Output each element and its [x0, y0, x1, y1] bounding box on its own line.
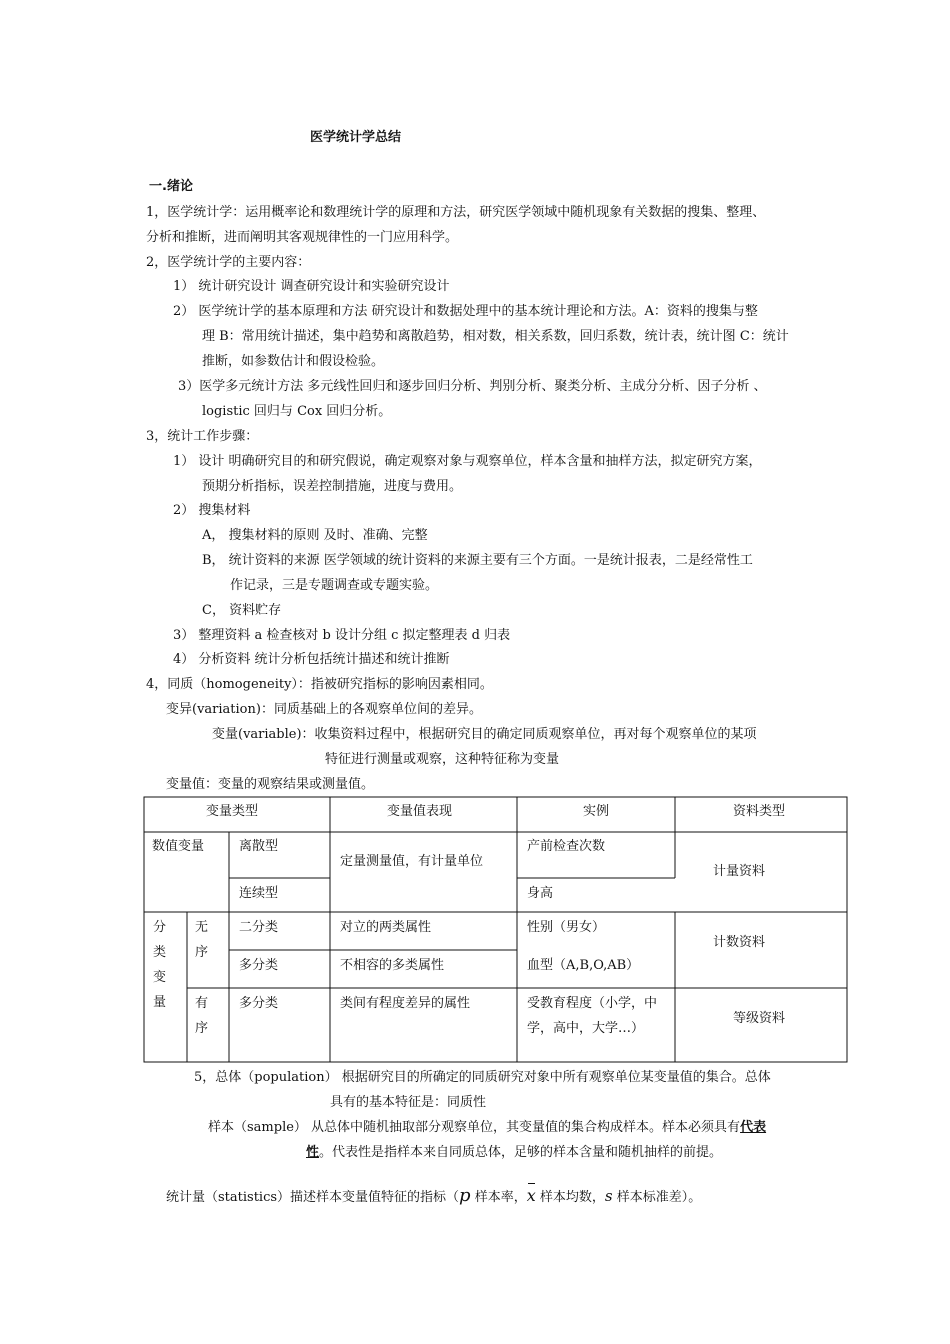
list-item: 作记录，三是专题调查或专题实验。 [230, 578, 439, 593]
paragraph: 分析和推断，进而阐明其客观规律性的一门应用科学。 [146, 230, 459, 245]
table-cell: 数值变量 [152, 839, 205, 854]
table-cell: 等级资料 [733, 1011, 786, 1026]
table-header: 实例 [583, 804, 610, 819]
table-cell: 学，高中，大学…） [527, 1021, 645, 1036]
emphasis-key-term: 代表 [740, 1120, 767, 1135]
paragraph [306, 1143, 722, 1163]
list-item: 理 B：常用统计描述，集中趋势和离散趋势，相对数，相关系数，回归系数，统计表，统计图 C：统计 [202, 329, 789, 344]
list-item: 1） 设计 明确研究目的和研究假说，确定观察对象与观察单位，样本含量和抽样方法，拟定研究方案， [173, 454, 762, 469]
table-cell: 分 [153, 920, 167, 935]
paragraph [208, 1118, 766, 1138]
list-item: 2） 医学统计学的基本原理和方法 研究设计和数据处理中的基本统计理论和方法。A：资料的搜集与整 [173, 304, 758, 319]
paragraph: 具有的基本特征是：同质性 [330, 1095, 487, 1110]
table-cell: 类间有程度差异的属性 [340, 996, 471, 1011]
table-cell: 定量测量值，有计量单位 [340, 854, 484, 869]
table-cell: 连续型 [239, 886, 279, 901]
table-cell: 产前检查次数 [527, 839, 606, 854]
section-heading: 一.绪论 [149, 179, 193, 194]
table-cell: 不相容的多类属性 [340, 958, 445, 973]
table-cell: 有 [195, 996, 209, 1011]
paragraph: 4，同质（homogeneity）：指被研究指标的影响因素相同。 [146, 677, 493, 692]
table-cell: 血型（A,B,O,AB） [527, 958, 640, 973]
list-item: 预期分析指标，误差控制措施，进度与费用。 [202, 479, 463, 494]
table-cell: 多分类 [239, 958, 279, 973]
list-item: 4） 分析资料 统计分析包括统计描述和统计推断 [173, 652, 450, 667]
paragraph: 变量值：变量的观察结果或测量值。 [166, 777, 375, 792]
statistics-text: 样本标准差）。 [612, 1190, 702, 1205]
list-item: A， 搜集材料的原则 及时、准确、完整 [202, 528, 428, 543]
statistics-text: 统计量（statistics）描述样本变量值特征的指标（ [166, 1190, 460, 1205]
emphasis-key-term: 性 [306, 1145, 320, 1160]
table-header: 资料类型 [733, 804, 786, 819]
table-cell: 序 [195, 1021, 209, 1036]
table-cell: 序 [195, 945, 209, 960]
table-cell: 离散型 [239, 839, 279, 854]
symbol-p: p [459, 1185, 471, 1206]
list-item: logistic 回归与 Cox 回归分析。 [202, 404, 392, 419]
sample-text: 样本（sample） 从总体中随机抽取部分观察单位，其变量值的集合构成样本。样本必须具有 [208, 1120, 741, 1135]
symbol-s: s [604, 1187, 613, 1205]
symbol-x-bar: x [526, 1186, 536, 1205]
table-header: 变量值表现 [387, 804, 453, 819]
list-item: 推断，如参数估计和假设检验。 [202, 354, 385, 369]
paragraph: 2，医学统计学的主要内容： [146, 255, 311, 270]
paragraph: 5，总体（population） 根据研究目的所确定的同质研究对象中所有观察单位某变量值的集合。总体 [194, 1070, 771, 1085]
list-item: 2） 搜集材料 [173, 503, 251, 518]
list-item: 3） 整理资料 a 检查核对 b 设计分组 c 拟定整理表 d 归表 [173, 628, 511, 643]
statistics-text: 样本率， [470, 1190, 527, 1205]
table-cell: 无 [195, 920, 209, 935]
table-cell: 受教育程度（小学，中 [527, 996, 658, 1011]
table-cell: 对立的两类属性 [340, 920, 432, 935]
paragraph: 3，统计工作步骤： [146, 429, 259, 444]
sample-text: 。代表性是指样本来自同质总体，足够的样本含量和随机抽样的前提。 [319, 1145, 723, 1160]
paragraph: 变异(variation)：同质基础上的各观察单位间的差异。 [166, 702, 482, 717]
paragraph [166, 1186, 701, 1208]
list-item: 3）医学多元统计方法 多元线性回归和逐步回归分析、判别分析、聚类分析、主成分分析、因子分析 、 [178, 379, 767, 394]
table-cell: 身高 [527, 886, 554, 901]
paragraph: 变量(variable)：收集资料过程中，根据研究目的确定同质观察单位，再对每个观察单位的某项 [212, 727, 757, 742]
list-item: B， 统计资料的来源 医学领域的统计资料的来源主要有三个方面。一是统计报表，二是经常性工 [202, 553, 753, 568]
list-item: C， 资料贮存 [202, 603, 282, 618]
paragraph: 特征进行测量或观察，这种特征称为变量 [325, 752, 560, 767]
table-cell: 变 [153, 970, 167, 985]
paragraph: 1，医学统计学：运用概率论和数理统计学的原理和方法，研究医学领域中随机现象有关数据的搜集、整理、 [146, 205, 766, 220]
table-cell: 多分类 [239, 996, 279, 1011]
table-cell: 量 [153, 995, 167, 1010]
page-title: 医学统计学总结 [310, 130, 402, 145]
table-cell: 二分类 [239, 920, 279, 935]
table-cell: 性别（男女） [527, 920, 606, 935]
statistics-text: 样本均数， [535, 1190, 605, 1205]
table-cell: 计量资料 [713, 864, 766, 879]
table-cell: 计数资料 [713, 935, 766, 950]
table-header: 变量类型 [206, 804, 259, 819]
table-cell: 类 [153, 945, 167, 960]
list-item: 1） 统计研究设计 调查研究设计和实验研究设计 [173, 279, 450, 294]
